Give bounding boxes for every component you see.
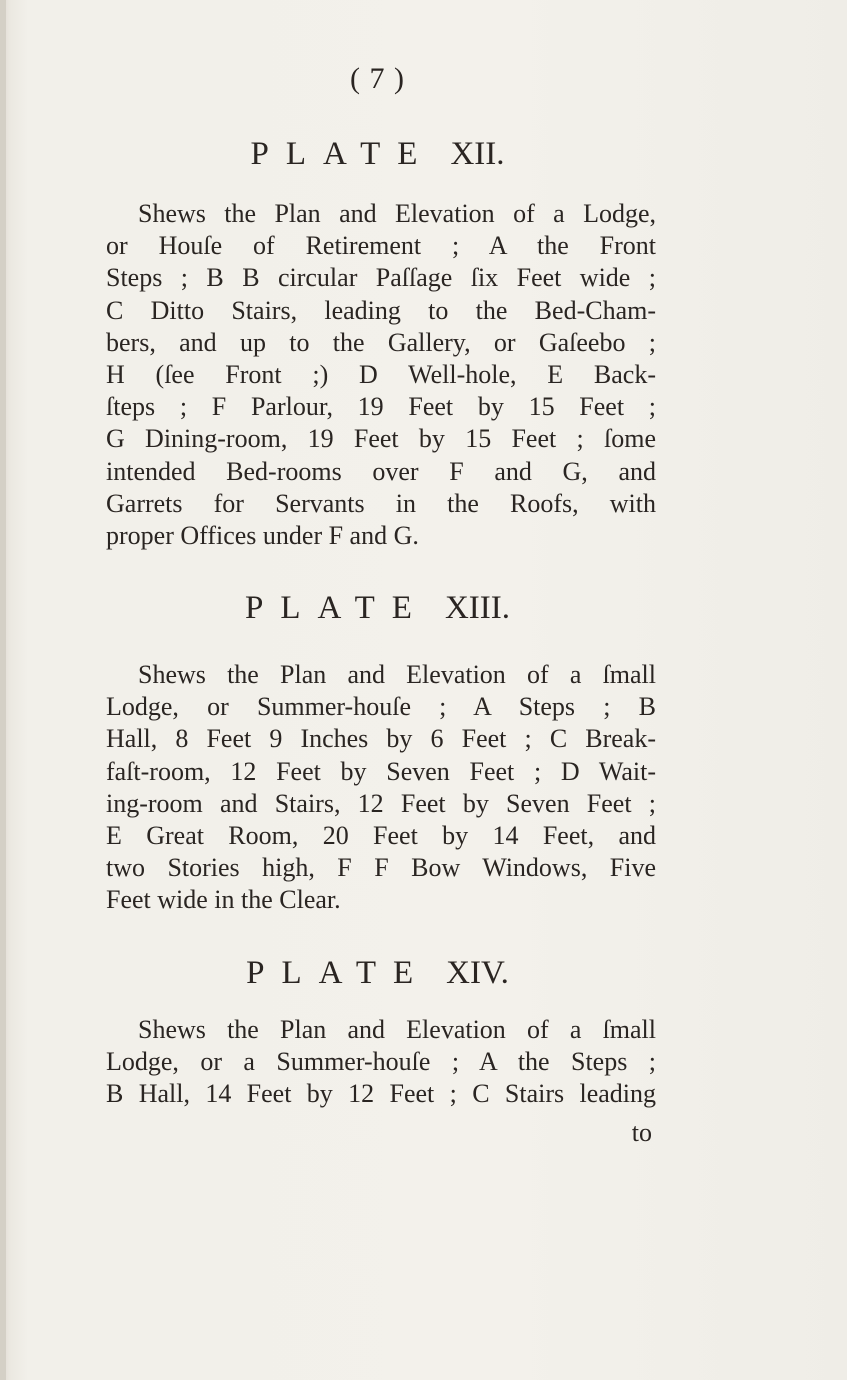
plate-description-xiii — [106, 659, 656, 917]
text-line: Shews the Plan and Elevation of a Lodge, — [138, 199, 656, 228]
text-line: Shews the Plan and Elevation of a ſmall — [138, 1015, 656, 1044]
plate-heading-xii — [0, 136, 755, 173]
plate-heading-word: PLATE — [246, 955, 431, 991]
plate-heading-numeral: XIII. — [444, 590, 511, 626]
text-line: ing-room and Stairs, 12 Feet by Seven Feet ; — [106, 788, 656, 818]
page-number: ( 7 ) — [350, 62, 405, 95]
text-line: Lodge, or Summer-houſe ; A Steps ; B — [106, 692, 656, 722]
text-line: intended Bed-rooms over F and G, and — [106, 456, 656, 486]
text-line: faſt-room, 12 Feet by Seven Feet ; D Wait- — [106, 756, 656, 786]
text-line: Shews the Plan and Elevation of a ſmall — [138, 660, 656, 689]
text-line: two Stories high, F F Bow Windows, Five — [106, 853, 656, 883]
text-line: H (ſee Front ;) D Well-hole, E Back- — [106, 359, 656, 389]
text-line: or Houſe of Retirement ; A the Front — [106, 231, 656, 261]
text-line: bers, and up to the Gallery, or Gaſeebo ; — [106, 327, 656, 357]
text-line: G Dining-room, 19 Feet by 15 Feet ; ſome — [106, 424, 656, 454]
plate-heading-word: PLATE — [250, 136, 435, 172]
plate-description-xii — [106, 198, 656, 552]
text-line: B Hall, 14 Feet by 12 Feet ; C Stairs leading — [106, 1079, 656, 1109]
text-line: Garrets for Servants in the Roofs, with — [106, 488, 656, 518]
plate-heading-xiii — [0, 590, 755, 627]
catchword: to — [631, 1118, 652, 1147]
text-line: Hall, 8 Feet 9 Inches by 6 Feet ; C Break- — [106, 724, 656, 754]
text-line: ſteps ; F Parlour, 19 Feet by 15 Feet ; — [106, 392, 656, 422]
text-line: Feet wide in the Clear. — [106, 885, 341, 915]
text-line: E Great Room, 20 Feet by 14 Feet, and — [106, 820, 656, 850]
plate-heading-numeral: XII. — [450, 136, 505, 172]
plate-description-xiv — [106, 1014, 656, 1111]
plate-heading-word: PLATE — [244, 590, 429, 626]
text-line: Lodge, or a Summer-houſe ; A the Steps ; — [106, 1047, 656, 1077]
plate-heading-xiv — [0, 955, 755, 992]
text-line: C Ditto Stairs, leading to the Bed-Cham- — [106, 295, 656, 325]
page-gutter — [0, 0, 6, 1380]
plate-heading-numeral: XIV. — [446, 955, 509, 991]
text-line: proper Offices under F and G. — [106, 520, 419, 550]
text-line: Steps ; B B circular Paſſage ſix Feet wide ; — [106, 263, 656, 293]
